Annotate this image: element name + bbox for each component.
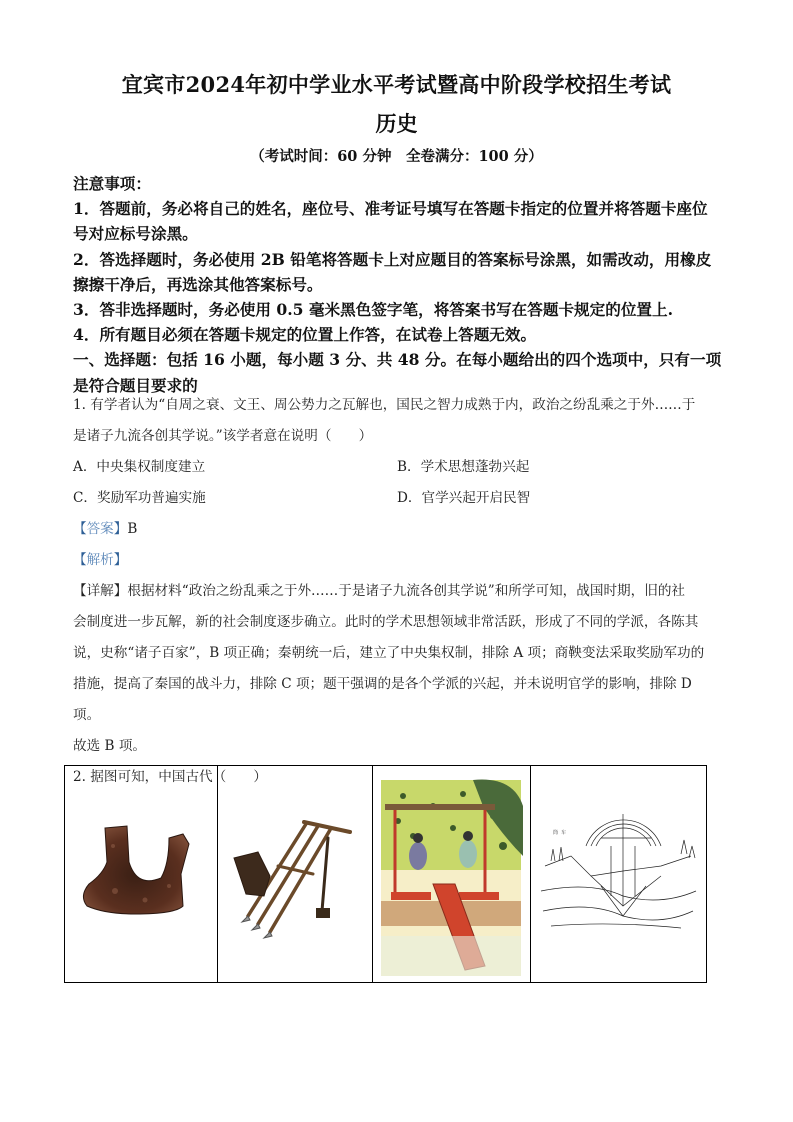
section-heading: 一、选择题：包括 16 小题，每小题 3 分、共 48 分。在每小题给出的四个选项中，只有一项是符合题目要求的 [73, 350, 722, 395]
answer-tag: 【答案】 [73, 521, 128, 537]
detail-line-4: 措施，提高了秦国的战斗力，排除 C 项；题干强调的是各个学派的兴起，并未说明官学的影响，排除 D 项。 [73, 676, 692, 723]
option-d: D．官学兴起开启民智 [397, 490, 531, 506]
notes-heading: 注意事项： [73, 174, 151, 193]
svg-text:筒: 筒 [553, 830, 559, 836]
exam-title: 宜宾市2024年初中学业水平考试暨高中阶段学校招生考试 [121, 72, 672, 97]
question-2-image-table [64, 765, 707, 983]
detail-line-3: 说，史称“诸子百家”，B 项正确；秦朝统一后，建立了中央集权制，排除 A 项；商鞅变法采取奖励军功的 [73, 645, 705, 661]
answer-label: 答案 [86, 521, 114, 537]
answer-line [73, 514, 723, 545]
subject-title: 历史 [375, 111, 418, 136]
detail-line-1 [73, 576, 723, 607]
detail-label: 详解 [86, 583, 114, 599]
analysis-tag: 【解析】 [73, 552, 128, 568]
svg-text:车: 车 [561, 830, 567, 836]
dragon-bone-wheel-image [373, 766, 531, 982]
exam-meta: （考试时间：60 分钟 全卷满分：100 分） [250, 148, 543, 165]
analysis-label: 解析 [86, 552, 114, 568]
detail-text-1: 根据材料“政治之纷乱乘之于外……于是诸子九流各创其学说”和所学可知，战国时期，旧的社 [127, 583, 686, 599]
image-cell-tongche-drawing [531, 766, 706, 982]
question-1 [73, 390, 723, 793]
option-c: C．奖励军功普遍实施 [73, 490, 206, 506]
image-cell-plough-model [218, 766, 373, 982]
question-2-stem: 2. 据图可知，中国古代（ ） [73, 769, 268, 785]
image-cell-iron-plough [65, 766, 218, 982]
option-b: B．学术思想蓬勃兴起 [397, 459, 530, 475]
image-cell-water-wheel-painting [373, 766, 531, 982]
detail-line-5: 故选 B 项。 [73, 738, 147, 754]
note-item-1: 1．答题前，务必将自己的姓名，座位号、准考证号填写在答题卡指定的位置并将答题卡座位号对应标号涂黑。 [73, 199, 708, 244]
notes-section [73, 171, 723, 398]
detail-tag: 【详解】 [73, 583, 128, 599]
question-1-stem-line-2: 是诸子九流各创其学说。”该学者意在说明（ ） [73, 428, 373, 444]
quxian-plough-image [218, 766, 373, 982]
analysis-line [73, 545, 723, 576]
detail-line-2: 会制度进一步瓦解，新的社会制度逐步确立。此时的学术思想领域非常活跃，形成了不同的学派，各陈其 [73, 614, 699, 630]
option-a: A．中央集权制度建立 [73, 459, 206, 475]
answer-value: B [127, 521, 138, 537]
note-item-3: 3．答非选择题时，务必使用 0.5 毫米黑色签字笔，将答案书写在答题卡规定的位置上. [73, 300, 674, 320]
iron-plough-share-image [65, 766, 218, 982]
question-1-options [73, 452, 723, 514]
note-item-4: 4．所有题目必须在答题卡规定的位置上作答，在试卷上答题无效。 [73, 325, 537, 345]
note-item-2: 2．答选择题时，务必使用 2B 铅笔将答题卡上对应题目的答案标号涂黑，如需改动，用橡皮擦擦干净后，再选涂其他答案标号。 [73, 249, 712, 294]
question-1-stem-line-1: 1. 有学者认为“自周之衰、文王、周公势力之瓦解也，国民之智力成熟于内，政治之纷乱乘之于外……于 [73, 397, 696, 413]
tongche-drawing-image [531, 766, 706, 982]
